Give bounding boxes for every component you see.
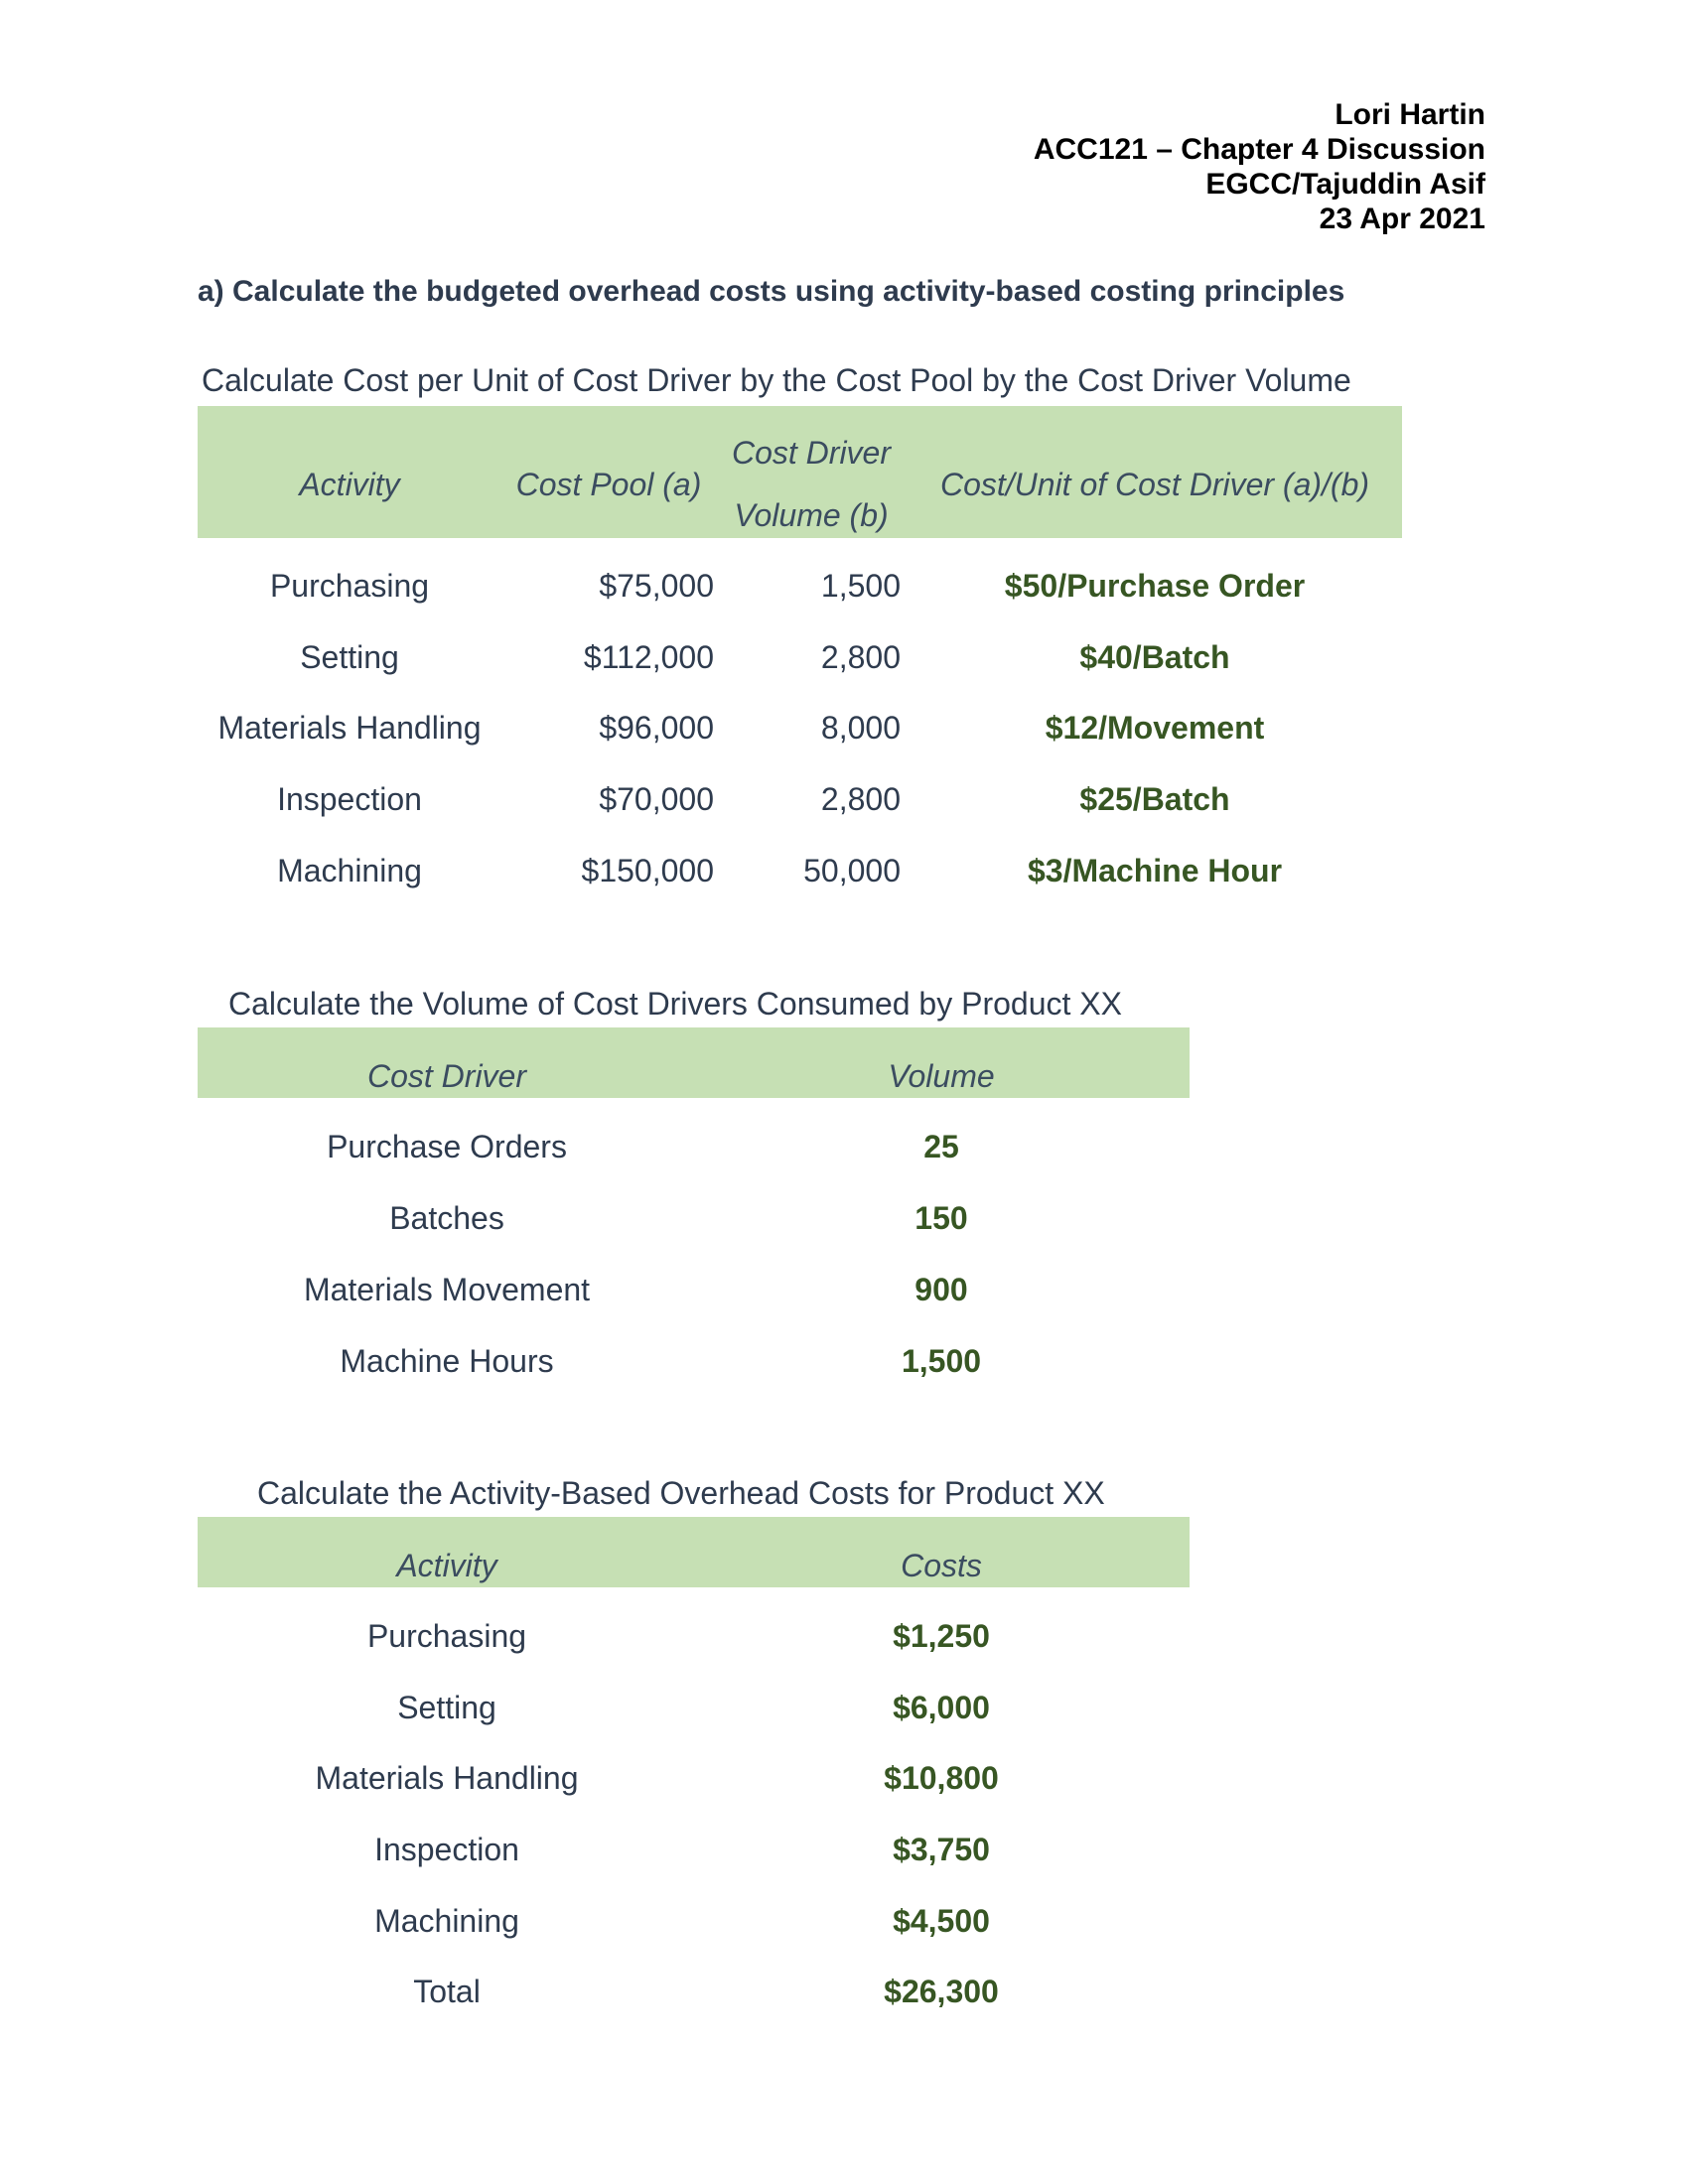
table2-header-volume: Volume: [888, 1058, 995, 1094]
table1-activity: Materials Handling: [217, 710, 482, 746]
table3-activity: Setting: [397, 1690, 496, 1725]
course-title: ACC121 – Chapter 4 Discussion: [1033, 133, 1485, 166]
table3-activity: Purchasing: [366, 1618, 527, 1654]
table3-activity: Materials Handling: [315, 1760, 579, 1796]
table3-cost: $1,250: [893, 1618, 990, 1654]
table3-header-activity: Activity: [396, 1548, 497, 1583]
table1-cost-unit: $3/Machine Hour: [1027, 853, 1283, 888]
table3-cost: $10,800: [884, 1760, 999, 1796]
table1-cost-unit: $12/Movement: [1045, 710, 1265, 746]
table2-caption: Calculate the Volume of Cost Drivers Consumed by Product XX: [228, 986, 1122, 1022]
table3-total-label: Total: [413, 1974, 481, 2009]
document-date: 23 Apr 2021: [1319, 203, 1485, 235]
question-heading: a) Calculate the budgeted overhead costs using activity-based costing principles: [198, 275, 1345, 308]
table1-cost-pool: $75,000: [599, 568, 714, 604]
table2-volume: 25: [923, 1129, 959, 1164]
table1-cost-pool: $112,000: [583, 639, 714, 675]
table2-volume: 1,500: [901, 1343, 982, 1379]
table3-cost: $3,750: [893, 1832, 990, 1867]
table3-total-cost: $26,300: [884, 1974, 999, 2009]
table2-driver: Purchase Orders: [327, 1129, 567, 1164]
table1-header-cost-unit: Cost/Unit of Cost Driver (a)/(b): [939, 467, 1370, 502]
table2-header-driver: Cost Driver: [366, 1058, 527, 1094]
table2-driver: Batches: [389, 1200, 504, 1236]
table1-activity: Setting: [300, 639, 399, 675]
table1-volume: 2,800: [820, 639, 901, 675]
table3-activity: Machining: [374, 1903, 519, 1939]
author-name: Lori Hartin: [1335, 98, 1485, 131]
table1-activity: Machining: [277, 853, 422, 888]
table3-cost: $4,500: [893, 1903, 990, 1939]
table1-volume: 8,000: [820, 710, 901, 746]
table1-header-activity: Activity: [299, 467, 400, 502]
table1-header-cost-pool: Cost Pool (a): [515, 467, 702, 502]
table1-header-volume-line1: Cost Driver: [731, 435, 892, 471]
table3-cost: $6,000: [893, 1690, 990, 1725]
table2-driver: Machine Hours: [340, 1343, 554, 1379]
document-header: [1034, 97, 1485, 236]
table3-activity: Inspection: [374, 1832, 519, 1867]
table2-driver: Materials Movement: [303, 1272, 591, 1307]
table1-caption: Calculate Cost per Unit of Cost Driver by the Cost Pool by the Cost Driver Volume: [202, 362, 1351, 398]
table1-cost-pool: $96,000: [599, 710, 714, 746]
table3-header-band: [198, 1517, 1190, 1587]
table2-volume: 900: [914, 1272, 968, 1307]
table1-header-volume-line2: Volume (b): [734, 497, 889, 533]
table1-cost-pool: $70,000: [599, 781, 714, 817]
table1-cost-unit: $25/Batch: [1079, 781, 1230, 817]
school-instructor: EGCC/Tajuddin Asif: [1205, 168, 1485, 201]
table1-volume: 2,800: [820, 781, 901, 817]
table1-activity: Purchasing: [269, 568, 430, 604]
table1-volume: 1,500: [820, 568, 901, 604]
table1-cost-unit: $50/Purchase Order: [1004, 568, 1306, 604]
table2-header-band: [198, 1027, 1190, 1098]
table2-volume: 150: [914, 1200, 968, 1236]
table3-caption: Calculate the Activity-Based Overhead Costs for Product XX: [257, 1475, 1105, 1511]
table1-volume: 50,000: [803, 853, 901, 888]
table1-activity: Inspection: [277, 781, 422, 817]
table3-header-costs: Costs: [901, 1548, 982, 1583]
table1-cost-pool: $150,000: [581, 853, 714, 888]
table1-cost-unit: $40/Batch: [1079, 639, 1230, 675]
